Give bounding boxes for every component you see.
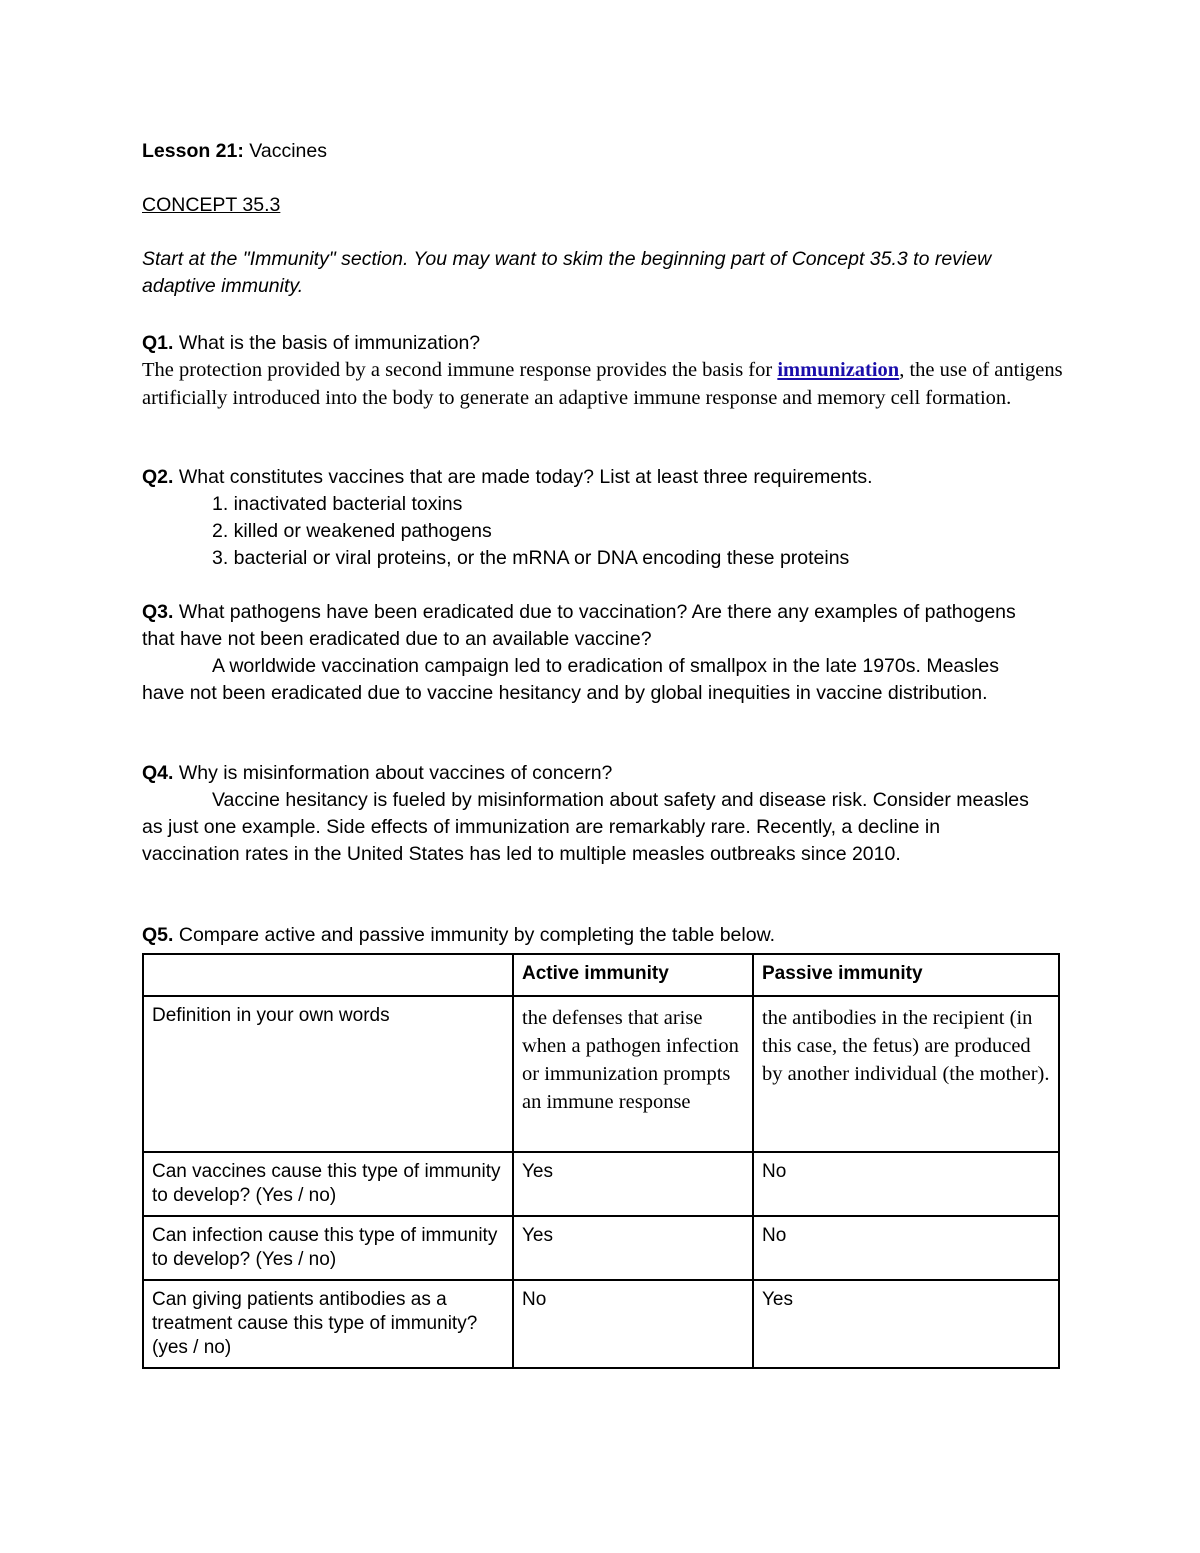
header-cell-passive: Passive immunity xyxy=(753,954,1059,996)
active-answer-cell: Yes xyxy=(513,1216,753,1280)
concept-heading: CONCEPT 35.3 xyxy=(142,194,281,216)
lesson-title xyxy=(142,138,1062,165)
q2-answer-list xyxy=(212,491,849,572)
q2-question-text: What constitutes vaccines that are made today? List at least three requirements. xyxy=(173,466,873,488)
instructions-text: Start at the "Immunity" section. You may want to skim the beginning part of Concept 35.3 to review adaptive immunity. xyxy=(142,248,992,297)
table-row xyxy=(143,1280,1059,1368)
q5-question-text: Compare active and passive immunity by completing the table below. xyxy=(173,924,775,946)
active-answer-cell: the defenses that arise when a pathogen infection or immunization prompts an immune response xyxy=(513,996,753,1152)
immunity-comparison-table xyxy=(142,953,1060,1369)
table-header-row xyxy=(143,954,1059,996)
lesson-label: Lesson 21: xyxy=(142,140,244,162)
row-question-cell: Can vaccines cause this type of immunity to develop? (Yes / no) xyxy=(143,1152,513,1216)
q1-answer xyxy=(142,356,1072,412)
q3-answer: A worldwide vaccination campaign led to eradication of smallpox in the late 1970s. Measles have not been eradicated due to vaccine hesitancy and by global inequities in vaccine distribution. xyxy=(142,655,999,704)
passive-answer-cell: No xyxy=(753,1152,1059,1216)
table-row xyxy=(143,1152,1059,1216)
q2-question xyxy=(142,464,1062,491)
active-answer-cell: No xyxy=(513,1280,753,1368)
header-cell-empty xyxy=(143,954,513,996)
list-item: 3. bacterial or viral proteins, or the mRNA or DNA encoding these proteins xyxy=(212,547,850,569)
q1-answer-after: , the use of antigens artificially introduced into the body to generate an adaptive immune response and memory cell formation. xyxy=(142,359,1063,409)
active-answer-cell: Yes xyxy=(513,1152,753,1216)
q1-answer-before: The protection provided by a second immune response provides the basis for xyxy=(142,359,778,381)
q1-label: Q1. xyxy=(142,332,174,354)
list-item: 2. killed or weakened pathogens xyxy=(212,520,492,542)
q1-question-text: What is the basis of immunization? xyxy=(173,332,481,354)
passive-answer-cell: Yes xyxy=(753,1280,1059,1368)
q5-label: Q5. xyxy=(142,924,174,946)
q3-question-text: What pathogens have been eradicated due to vaccination? Are there any examples of pathogens that have not been eradicated due to an available vaccine? xyxy=(142,601,1016,650)
q4-answer: Vaccine hesitancy is fueled by misinformation about safety and disease risk. Consider measles as just one example. Side effects of immunization are remarkably rare. Recently, a decline in vaccination rates in the United States has led to multiple measles outbreaks since 2010. xyxy=(142,789,1029,865)
header-cell-active: Active immunity xyxy=(513,954,753,996)
q5-question xyxy=(142,922,1062,949)
row-question-cell: Definition in your own words xyxy=(143,996,513,1152)
list-item: 1. inactivated bacterial toxins xyxy=(212,493,463,515)
q3-section xyxy=(142,599,1042,707)
q4-section xyxy=(142,760,1042,868)
q2-label: Q2. xyxy=(142,466,174,488)
lesson-topic: Vaccines xyxy=(249,140,327,162)
q4-label: Q4. xyxy=(142,762,174,784)
q1-question xyxy=(142,330,1062,357)
immunization-link[interactable]: immunization xyxy=(777,359,900,381)
q4-question-text: Why is misinformation about vaccines of concern? xyxy=(173,762,613,784)
q3-label: Q3. xyxy=(142,601,174,623)
row-question-cell: Can giving patients antibodies as a treatment cause this type of immunity? (yes / no) xyxy=(143,1280,513,1368)
passive-answer-cell: No xyxy=(753,1216,1059,1280)
passive-answer-cell: the antibodies in the recipient (in this case, the fetus) are produced by another individual (the mother). xyxy=(753,996,1059,1152)
row-question-cell: Can infection cause this type of immunity to develop? (Yes / no) xyxy=(143,1216,513,1280)
table-row xyxy=(143,1216,1059,1280)
table-row xyxy=(143,996,1059,1152)
